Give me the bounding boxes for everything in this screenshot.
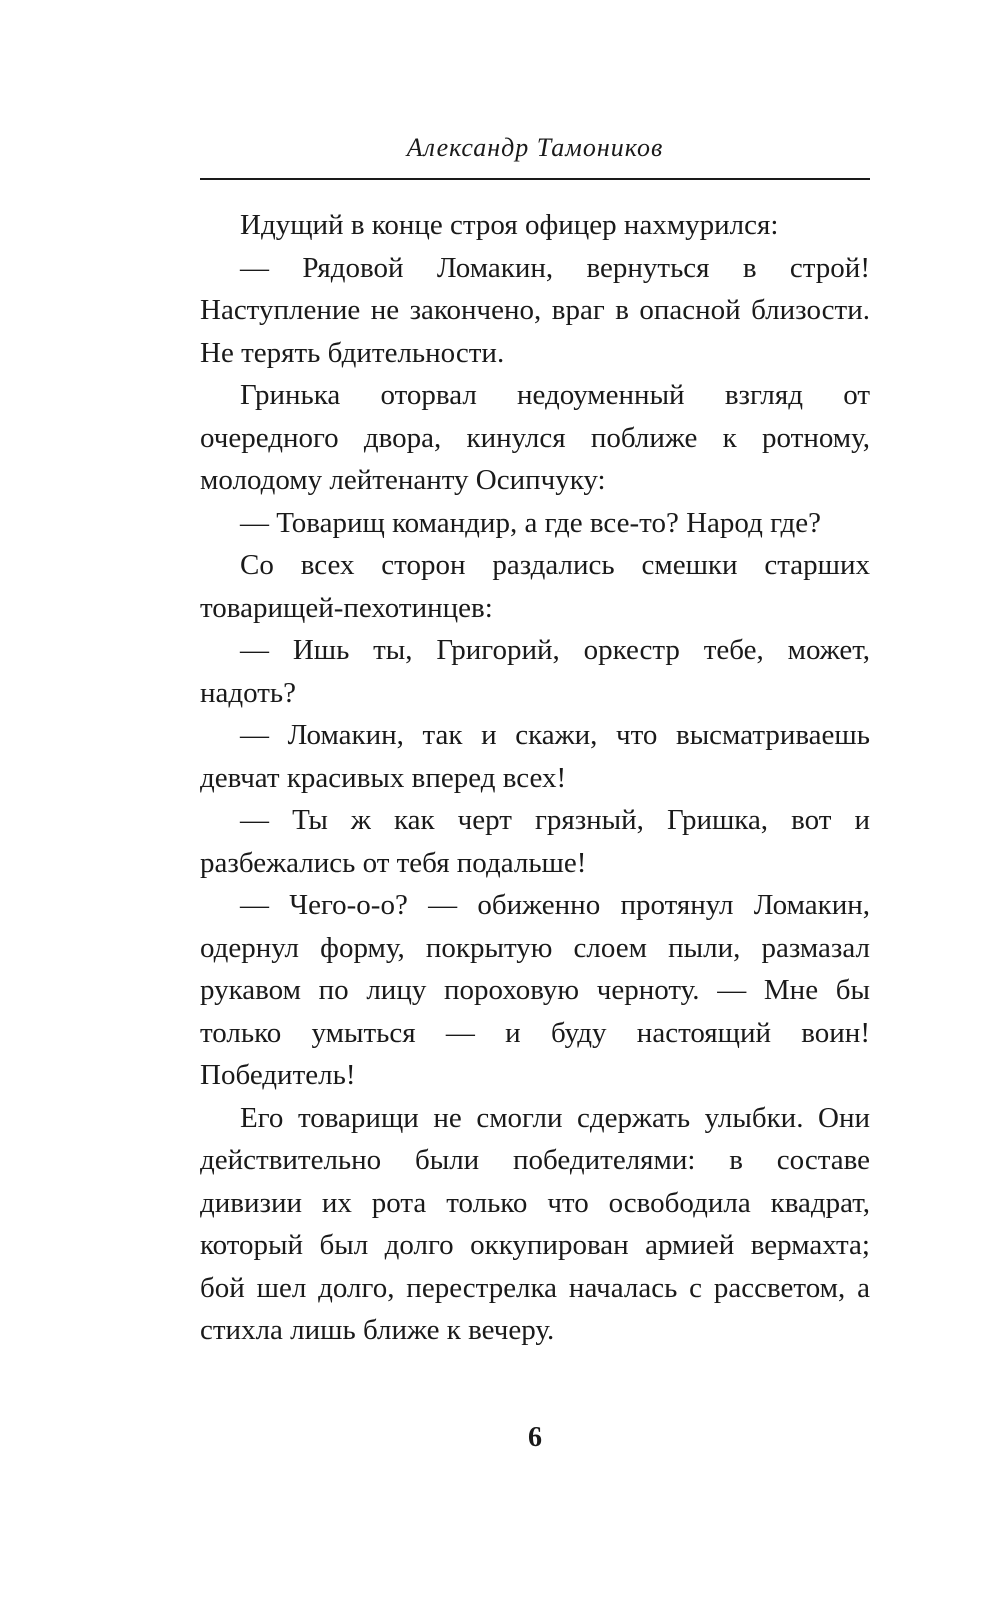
paragraph: Его товарищи не смогли сдержать улыбки. Они действительно были победителями: в составе дивизии их рота только что освободила квадрат, который был долго оккупирован армией вермахта; бой шел долго, перестрелка началась с рассветом, а стихла лишь ближе к вечеру. [200, 1101, 870, 1346]
header-divider [200, 178, 870, 180]
paragraph: — Ты ж как черт грязный, Гришка, вот и разбежались от тебя подальше! [200, 804, 870, 879]
paragraph: — Чего-о-о? — обиженно протянул Ломакин, одернул форму, покрытую слоем пыли, размазал рукавом по лицу пороховую черноту. — Мне бы только умыться — и буду настоящий воин! Победитель! [200, 889, 870, 1091]
paragraph: — Ломакин, так и скажи, что высматриваешь девчат красивых вперед всех! [200, 719, 870, 794]
paragraph: Гринька оторвал недоуменный взгляд от очередного двора, кинулся поближе к ротному, молодому лейтенанту Осипчуку: [200, 379, 870, 496]
paragraph: — Товарищ командир, а где все-то? Народ где? [240, 506, 822, 539]
paragraph: — Рядовой Ломакин, вернуться в строй! Наступление не закончено, враг в опасной близости. Не терять бдительности. [200, 251, 870, 369]
page-number: 6 [528, 1422, 542, 1453]
running-header-author: Александр Тамоников [406, 133, 664, 162]
paragraph: — Ишь ты, Григорий, оркестр тебе, может, надоть? [200, 634, 870, 709]
paragraph: Идущий в конце строя офицер нахмурился: [240, 209, 779, 241]
body-text [200, 204, 870, 1352]
paragraph: Со всех сторон раздались смешки старших товарищей-пехотинцев: [200, 549, 870, 624]
